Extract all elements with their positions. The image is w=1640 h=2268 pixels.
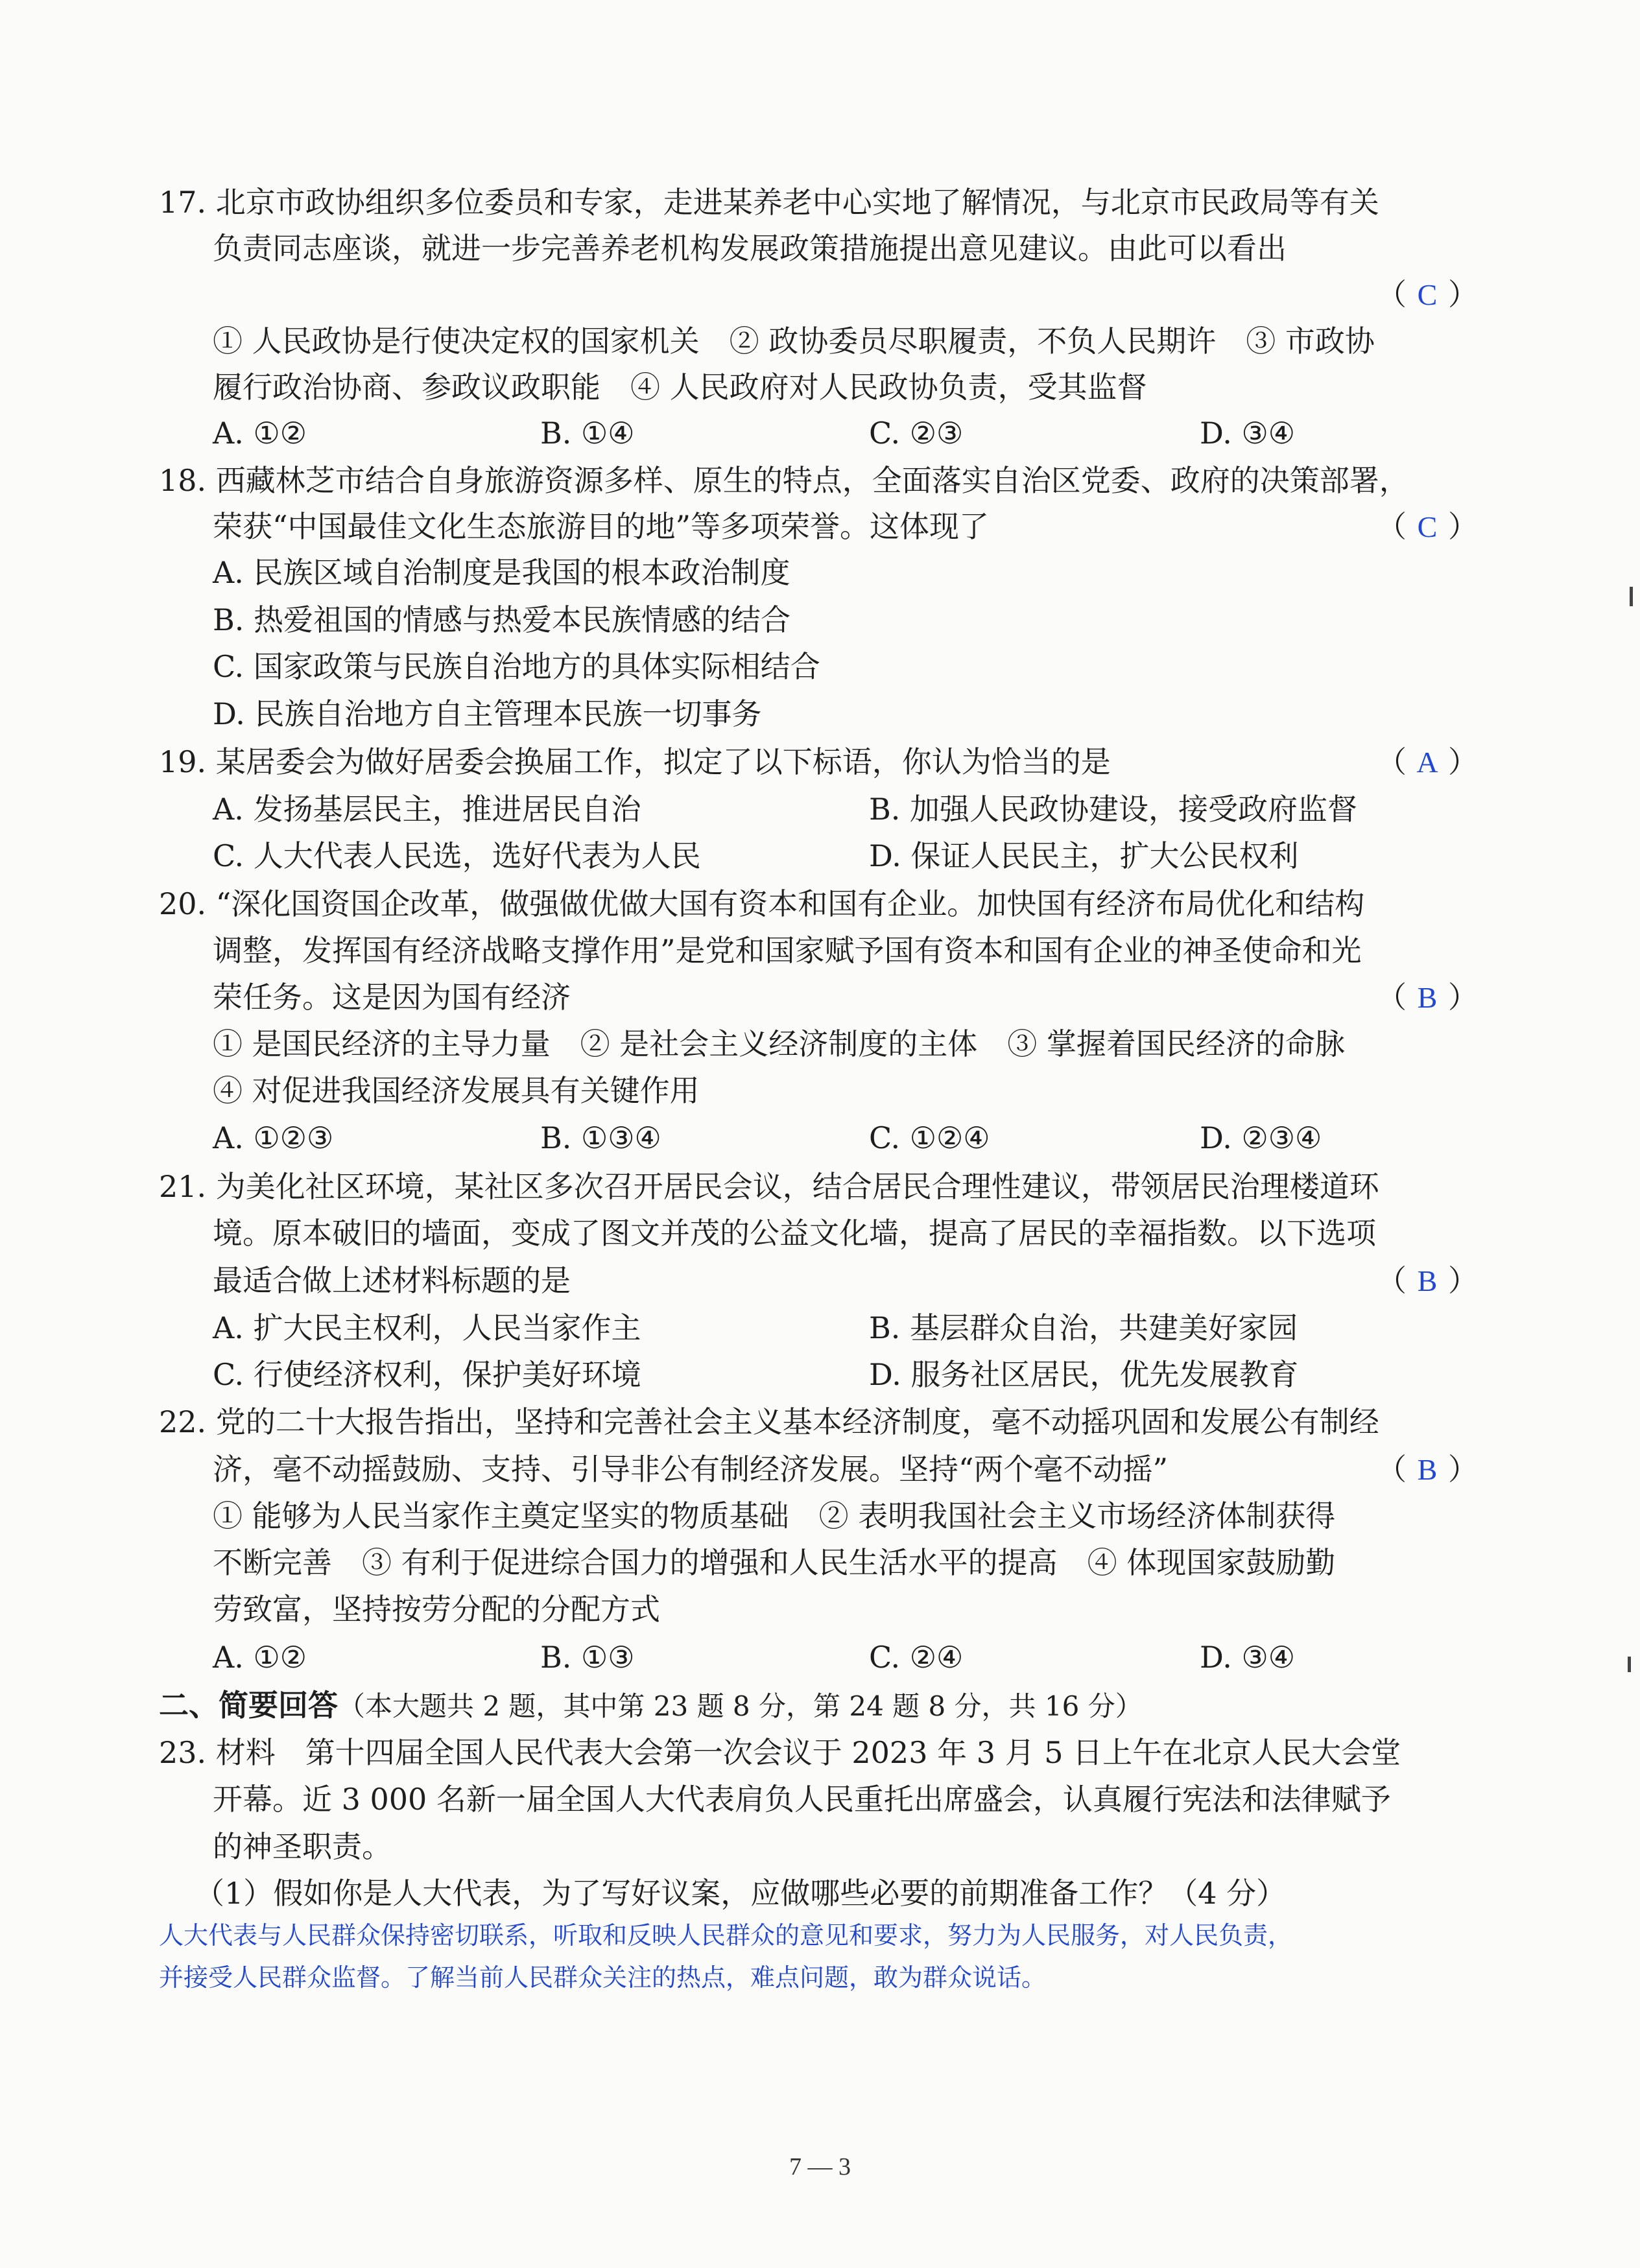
q22-statement-line: 劳致富，坚持按劳分配的分配方式 (213, 1592, 660, 1627)
paren-right: ） (1448, 277, 1478, 312)
q19-answer (1377, 742, 1478, 781)
paren-left: （ (1377, 1263, 1407, 1298)
q17-answer (1377, 275, 1478, 314)
q19-option-a: A. 发扬基层民主，推进居民自治 (213, 792, 641, 827)
q18-option-c: C. 国家政策与民族自治地方的具体实际相结合 (213, 649, 820, 684)
q17-option-b: B. ①④ (540, 416, 635, 451)
q22-option-b: B. ①③ (540, 1640, 635, 1675)
q18-option-b: B. 热爱祖国的情感与热爱本民族情感的结合 (213, 602, 791, 637)
paren-left: （ (1377, 1452, 1407, 1487)
q19-option-c: C. 人大代表人民选，选好代表为人民 (213, 838, 701, 873)
q23-handwritten-answer-line: 人大代表与人民群众保持密切联系，听取和反映人民群众的意见和要求，努力为人民服务，对人民负责， (159, 1921, 1293, 1950)
q17-statement-line: 履行政治协商、参政议政职能 ④ 人民政府对人民政协负责，受其监督 (213, 370, 1147, 405)
q18-option-a: A. 民族区域自治制度是我国的根本政治制度 (213, 555, 790, 590)
answer-letter: C (1417, 510, 1438, 543)
q23-subquestion-1: （1）假如你是人大代表，为了写好议案，应做哪些必要的前期准备工作？（4 分） (195, 1876, 1287, 1911)
q17-stem-line: 负责同志座谈，就进一步完善养老机构发展政策措施提出意见建议。由此可以看出 (213, 231, 1287, 266)
q20-option-c: C. ①②④ (869, 1120, 990, 1155)
q21-answer (1377, 1261, 1478, 1300)
q18-stem-line: 18. 西藏林芝市结合自身旅游资源多样、原生的特点，全面落实自治区党委、政府的决策部署， (159, 463, 1409, 498)
q21-stem-line: 境。原本破旧的墙面，变成了图文并茂的公益文化墙，提高了居民的幸福指数。以下选项 (213, 1216, 1376, 1251)
paren-left: （ (1377, 980, 1407, 1015)
q23-material-line: 开幕。近 3 000 名新一届全国人大代表肩负人民重托出席盛会，认真履行宪法和法律赋予 (213, 1782, 1391, 1817)
q20-answer (1377, 978, 1478, 1017)
answer-letter: C (1417, 278, 1438, 311)
paren-right: ） (1448, 980, 1478, 1015)
q23-handwritten-answer-line: 并接受人民群众监督。了解当前人民群众关注的热点，难点问题，敢为群众说话。 (159, 1963, 1047, 1992)
section-note: （本大题共 2 题，其中第 23 题 8 分，第 24 题 8 分，共 16 分） (338, 1690, 1143, 1722)
q17-stem-line: 17. 北京市政协组织多位委员和专家，走进某养老中心实地了解情况，与北京市民政局等有关 (159, 185, 1379, 220)
q21-option-d: D. 服务社区居民，优先发展教育 (869, 1357, 1299, 1392)
paren-right: ） (1448, 1452, 1478, 1487)
q18-answer (1377, 507, 1478, 546)
q20-option-b: B. ①③④ (540, 1120, 661, 1155)
q20-stem-line: 20. “深化国资国企改革，做强做优做大国有资本和国有企业。加快国有经济布局优化和结构 (159, 886, 1365, 921)
paren-right: ） (1448, 744, 1478, 779)
q20-option-a: A. ①②③ (213, 1120, 334, 1155)
q18-stem-line: 荣获“中国最佳文化生态旅游目的地”等多项荣誉。这体现了 (213, 509, 990, 544)
q19-stem-line: 19. 某居委会为做好居委会换届工作，拟定了以下标语，你认为恰当的是 (159, 744, 1111, 779)
q22-stem-line: 22. 党的二十大报告指出，坚持和完善社会主义基本经济制度，毫不动摇巩固和发展公有制经 (159, 1404, 1379, 1439)
q22-option-d: D. ③④ (1200, 1640, 1295, 1675)
q22-option-a: A. ①② (213, 1640, 307, 1675)
q21-option-b: B. 基层群众自治，共建美好家园 (869, 1310, 1298, 1345)
q22-option-c: C. ②④ (869, 1640, 964, 1675)
q23-material-line: 23. 材料 第十四届全国人民代表大会第一次会议于 2023 年 3 月 5 日上午在北京人民大会堂 (159, 1735, 1401, 1770)
q21-option-a: A. 扩大民主权利，人民当家作主 (213, 1310, 641, 1345)
q19-option-b: B. 加强人民政协建设，接受政府监督 (869, 792, 1358, 827)
q17-option-d: D. ③④ (1200, 416, 1295, 451)
q23-material-line: 的神圣职责。 (213, 1829, 392, 1864)
page-number: 7 — 3 (789, 2153, 851, 2180)
q22-answer (1377, 1450, 1478, 1489)
q18-option-d: D. 民族自治地方自主管理本民族一切事务 (213, 696, 762, 731)
scan-mark (1630, 587, 1633, 606)
section-title: 二、简要回答 (159, 1688, 338, 1723)
q22-statement-line: 不断完善 ③ 有利于促进综合国力的增强和人民生活水平的提高 ④ 体现国家鼓励勤 (213, 1545, 1336, 1580)
q21-option-c: C. 行使经济权利，保护美好环境 (213, 1357, 641, 1392)
q17-statement-line: ① 人民政协是行使决定权的国家机关 ② 政协委员尽职履责，不负人民期许 ③ 市政协 (213, 324, 1375, 359)
answer-letter: B (1417, 981, 1438, 1014)
q19-option-d: D. 保证人民民主，扩大公民权利 (869, 838, 1299, 873)
q20-statement-line: ④ 对促进我国经济发展具有关键作用 (213, 1073, 700, 1108)
paren-right: ） (1448, 1263, 1478, 1298)
answer-letter: A (1416, 746, 1438, 779)
q22-stem-line: 济，毫不动摇鼓励、支持、引导非公有制经济发展。坚持“两个毫不动摇” (213, 1452, 1169, 1487)
answer-letter: B (1417, 1453, 1438, 1486)
q20-option-d: D. ②③④ (1200, 1120, 1322, 1155)
q22-statement-line: ① 能够为人民当家作主奠定坚实的物质基础 ② 表明我国社会主义市场经济体制获得 (213, 1498, 1336, 1533)
q17-option-c: C. ②③ (869, 416, 964, 451)
q21-stem-line: 最适合做上述材料标题的是 (213, 1263, 571, 1298)
paren-right: ） (1448, 509, 1478, 544)
q20-stem-line: 调整，发挥国有经济战略支撑作用”是党和国家赋予国有资本和国有企业的神圣使命和光 (213, 933, 1362, 968)
paren-left: （ (1377, 744, 1407, 779)
section-heading (159, 1686, 1143, 1725)
q20-stem-line: 荣任务。这是因为国有经济 (213, 980, 571, 1015)
paren-left: （ (1377, 509, 1407, 544)
paren-left: （ (1377, 277, 1407, 312)
scan-mark (1628, 1657, 1631, 1672)
q21-stem-line: 21. 为美化社区环境，某社区多次召开居民会议，结合居民合理性建议，带领居民治理楼道环 (159, 1169, 1379, 1204)
q17-option-a: A. ①② (213, 416, 307, 451)
answer-letter: B (1417, 1264, 1438, 1297)
q20-statement-line: ① 是国民经济的主导力量 ② 是社会主义经济制度的主体 ③ 掌握着国民经济的命脉 (213, 1026, 1345, 1061)
